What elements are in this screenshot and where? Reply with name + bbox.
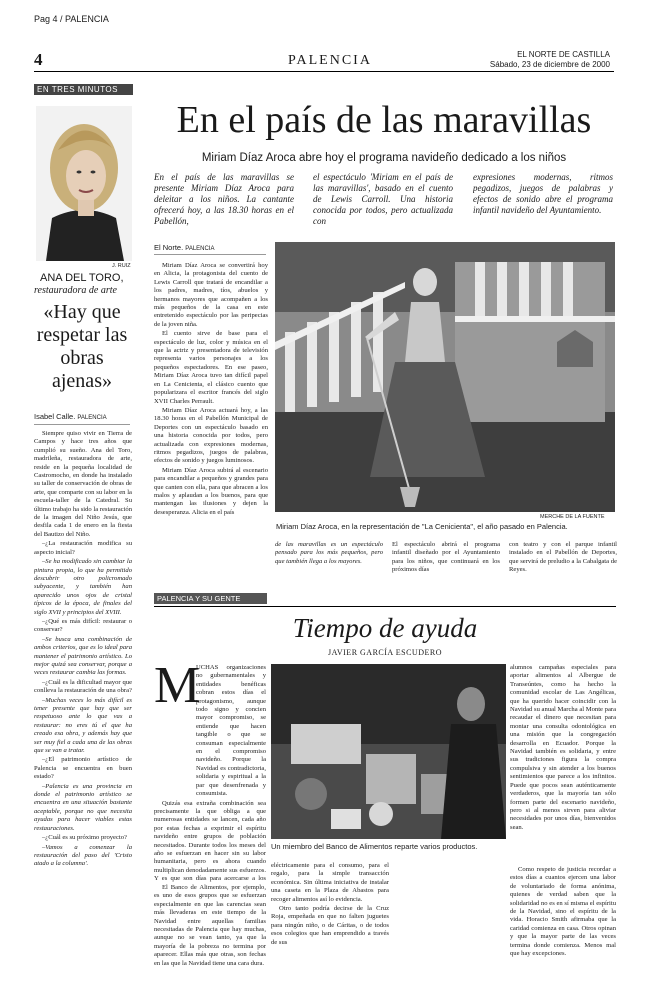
interviewee-role: restauradora de arte <box>34 285 117 296</box>
second-col-bottom-c <box>510 866 616 974</box>
second-col-2-top: El Banco de Alimentos, por ejemplo, es uno de esos grupos que se esfuerzan especialmente en que las carencias sean más llevaderas en este tiempo de la Navidad entre aquellas familias necesitadas de Palencia que hay muchas, aunque no se vean tanto, ya que la mayoría de la pobreza no termina por aparecer. Ellas más que otras, son fechas en las que la Navidad tiene una cara dura. <box>154 884 266 967</box>
drop-cap: M <box>154 657 201 714</box>
interview-question: –¿Cuál es su próximo proyecto? <box>42 834 127 842</box>
food-bank-photo <box>271 664 506 839</box>
second-paragraph: UCHAS organizaciones no gubernamentales y entidades benéficas cobran estos días el protagonismo, aunque todo signo y concien mayor compromiso, se entiende que hacen tangible o que se consuman especialmente en el compromiso navideño. Porque la Navidad es contradictoria, solidaria y espiritual a la par que desenfrenada y consumista. <box>196 664 266 798</box>
continuation-col-3: con teatro y con el parque infantil instalado en el Pabellón de Deportes, que servirá de preludio a la Cabalgata de Reyes. <box>509 541 617 574</box>
interview-question: –¿Cuál es la dificultad mayor que conlleva la restauración de una obra? <box>34 678 132 695</box>
interview-body <box>34 430 132 970</box>
second-paragraph: Quizás esa extraña combinación sea precisamente la que obliga a que numerosas entidades se lancen, cada año por estas fechas a exprimir el espíritu navideño entre grupos de población necesitados. Durante todos los meses del año se esfuerzan en hacer sin su labor humanitaria, pero es ahora cuando multiplican denodadamente sus esfuerzos. Y es que son días para acercarse a los <box>154 799 266 883</box>
second-paragraph: Como respeto de justicia recordar a estos días a cuantos ejercen una labor de voluntariado de forma anónima, quienes de verdad saben que la solidaridad no es en sí misma el espíritu de la Navidad, sino el espíritu de la vida. Horacio Smith afirmaba que la caridad comienza en casa. Otros opinan y que la mayor parte de las veces termina donde comienza. Menos mal que hay excepciones. <box>510 866 616 958</box>
interview-question: –¿Qué es más difícil: restaurar o conservar? <box>34 617 132 634</box>
interview-question: –¿El patrimonio artístico de Palencia se encuentra en buen estado? <box>34 756 132 781</box>
main-paragraph: Miriam Díaz Aroca se convertirá hoy en Alicia, la protagonista del cuento de Lewis Carroll que tratará de encandilar a los padres, madres, tíos, abuelos y hermanos mayores que acompañen a los más pequeños de la casa en este entretenido espectáculo por las peripecias de la joven niña. <box>154 262 268 328</box>
second-headline: Tiempo de ayuda <box>292 613 478 643</box>
interview-answer: –Muchas veces lo más difícil es tener presente que hay que ser respetuoso ante lo que vas a restaurar: no eres tú el que ha creado esa obra, y además hay que ser muy fiel a cada una de las obras que se van a tratar. <box>34 696 132 755</box>
food-bank-caption: Un miembro del Banco de Alimentos reparte varios productos. <box>271 842 478 851</box>
interview-paragraph: Siempre quiso vivir en Tierra de Campos y hace tres años que cumplió su sueño. Ana del Toro, madrileña, restauradora de arte, reside en la pequeña localidad de Castromocho, en donde ha instalado su taller de conservación de obras de arte, que comparte con su labor en la escuela-taller de la Catedral. Su último trabajo ha sido la restauración de la imagen del Niño Jesús, que desfila cada 1 de enero en la fiesta del Bautizo del Niño. <box>34 430 132 538</box>
main-byline-rule <box>154 254 266 255</box>
interview-question: –¿La restauración modifica su aspecto inicial? <box>34 540 132 556</box>
issue-date: Sábado, 23 de diciembre de 2000 <box>489 60 610 69</box>
second-col-3-top: alumnos campañas especiales para aportar alimentos al Albergue de Transeúntes, como ha hecho la comunidad escolar de Las Angélicas, que ha querido hacer coincidir con la Navidad su anual Marcha al Monte para recaudar el dinero que necesitan para montar una consulta odontológica en una misión que la congregación desarrolla en Ecuador. Porque la Navidad también es solidaria, y entre sus tradiciones figura la compra compulsiva y sin atender a los buenos sentimientos que parece a los infinitos. Puede que pocos sean auténticamente verdaderos, que la mayoría tan sólo formen parte del escenario navideño, pero si al menos sirven para aliviar necesidades por unos días, bienvenidos sean. <box>510 664 616 831</box>
lead-col-1: En el país de las maravillas se presente Miriam Díaz Aroca para deleitar a los niños. La cantante ofrecerá hoy, a las 18.30 horas en el Pabellón, <box>154 172 294 226</box>
sidebar-byline-rule <box>34 424 130 425</box>
cinderella-photo-credit: MERCHE DE LA FUENTE <box>540 514 605 520</box>
interview-answer: –Palencia es una provincia en donde el patrimonio artístico se encuentra en una situación bastante aceptable, porque no que necesita ayudas para hacer viables estas restauraciones. <box>34 782 132 832</box>
paper-name: EL NORTE DE CASTILLA <box>517 50 610 59</box>
interview-answer: –Se busca una combinación de ambos criterios, que es lo ideal para mantener el patrimonio artístico. Lo mejor quizá sea conservar, porque a veces restaurar cambia las formas. <box>34 635 132 677</box>
main-byline-place: PALENCIA <box>185 246 215 252</box>
interview-answer: –Se ha modificado sin cambiar la pintura propia, lo que ha permitido descubrir otro policromado subyacente, y también han aparecido unos ojos de cristal típicos de la época, de finales del siglo XVII y principios del XVIII. <box>34 558 132 616</box>
second-col-1 <box>154 664 266 884</box>
sidebar-section-label: EN TRES MINUTOS <box>34 84 133 95</box>
section-title: PALENCIA <box>288 53 372 68</box>
sidebar-byline-author: Isabel Calle. <box>34 412 76 421</box>
interview-answer: –Vamos a comenzar la restauración del paso del 'Cristo atado a la columna'. <box>34 843 132 868</box>
main-paragraph: Miriam Díaz Aroca subirá al escenario para encandilar a pequeños y grandes para que canten con ella, para que abracen a los malos y aplaudan a los buenos, para que mantengan las ilusiones y dejen la desesperanza. Alicia en el país <box>154 466 268 516</box>
continuation-col-2: El espectáculo abrirá el programa infantil diseñado por el Ayuntamiento para los niños, que continuará en los próximos días <box>392 541 500 574</box>
interview-portrait <box>36 106 132 261</box>
portrait-credit: J. RUIZ <box>112 263 131 269</box>
main-paragraph: El cuento sirve de base para el espectáculo de luz, color y música en el que la actriz y presentadora de televisión representa varios personajes a los pequeños espectadores. En ese paseo, Miriam Díaz Aroca tuvo tan difícil papel en La Cenicienta, el clásico cuento que popularizara el escritor francés del siglo XVII Charles Perrault. <box>154 330 268 405</box>
main-byline-author: El Norte. <box>154 243 184 252</box>
cinderella-photo <box>275 242 615 512</box>
main-byline <box>154 243 215 252</box>
page-label: Pag 4 / PALENCIA <box>34 14 109 24</box>
lead-col-2: el espectáculo 'Miriam en el país de las maravillas', basado en el cuento de Lewis Carroll. Una historia conocida por todos, pero actualizada con <box>313 172 453 226</box>
continuation-col-1: de las maravillas es un espectáculo pensado para los más pequeños, pero que también llega a los mayores. <box>275 541 383 565</box>
main-subhead: Miriam Díaz Aroca abre hoy el programa navideño dedicado a los niños <box>201 152 567 164</box>
lead-col-3: expresiones modernas, ritmos pegadizos, juegos de palabras y efectos de sonido abre el programa infantil navideño del Ayuntamiento. <box>473 172 613 215</box>
second-section-label: PALENCIA Y SU GENTE <box>154 593 267 604</box>
main-headline: En el país de las maravillas <box>176 99 592 141</box>
second-section-rule <box>154 606 616 607</box>
sidebar-byline-place: PALENCIA <box>77 415 107 421</box>
interview-quote: «Hay que respetar las obras ajenas» <box>36 301 128 392</box>
sidebar-byline <box>34 412 107 421</box>
second-byline: JAVIER GARCÍA ESCUDERO <box>328 648 442 657</box>
main-paragraph: Miriam Díaz Aroca actuará hoy, a las 18.30 horas en el Pabellón Municipal de Deportes con un espectáculo basado en una historia conocida por todos, pero actualizada con expresiones modernas, ritmos pegadizos, juegos de palabras, efectos de sonido y juegos luminosos. <box>154 406 268 465</box>
second-paragraph: eléctricamente para el consumo, para el regalo, para la simple transacción económica. Sin última iniciativa de instalar una caseta en la Plaza de Abastos para recoger alimentos así lo evidencia. <box>271 862 389 903</box>
main-body <box>154 262 268 540</box>
interviewee-name: ANA DEL TORO, <box>40 272 124 284</box>
second-paragraph: Otro tanto podría decirse de la Cruz Roja, empeñada en que no falten juguetes para ningún niño, o de Cáritas, o de todos esos colegios que han emprendido a través de sus <box>271 905 389 946</box>
second-col-bottom-a <box>271 862 389 972</box>
masthead-rule <box>34 71 614 72</box>
cinderella-photo-caption: Miriam Díaz Aroca, en la representación de "La Cenicienta", el año pasado en Palencia. <box>276 522 568 531</box>
page-number: 4 <box>34 50 43 69</box>
